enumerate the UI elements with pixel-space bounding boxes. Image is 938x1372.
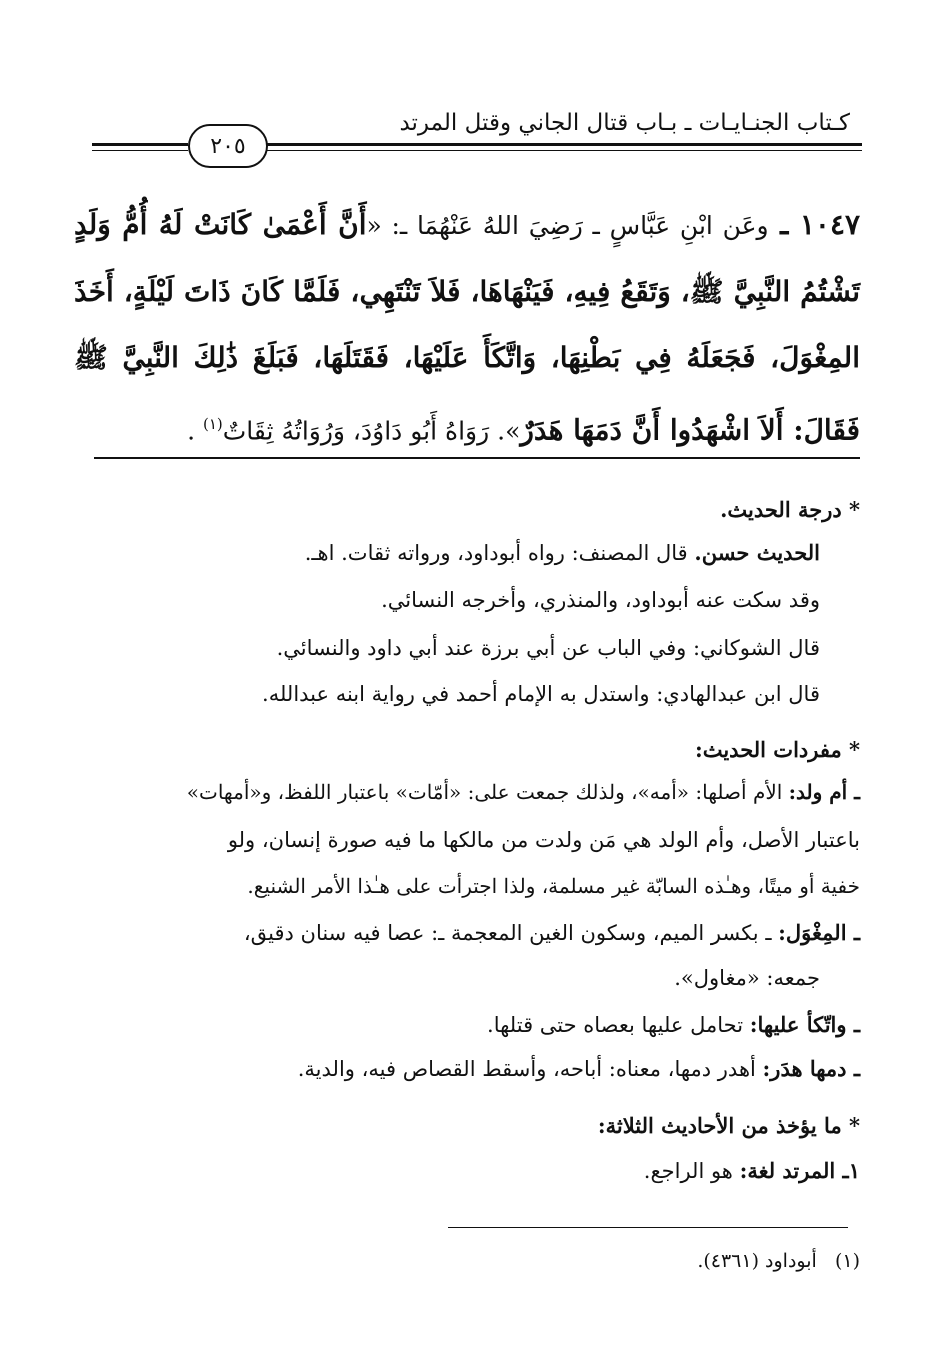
grade-text: قال المصنف: رواه أبوداود، ورواته ثقات. اهـ. xyxy=(304,541,695,565)
hadith-number: ١٠٤٧ ـ xyxy=(780,208,861,241)
grade-line: قال الشوكاني: وفي الباب عن أبي برزة عند أبي داود والنسائي. xyxy=(276,636,820,660)
hadith-text xyxy=(74,192,860,464)
vocab-text: تحامل عليها بعصاه حتى قتلها. xyxy=(487,1013,750,1037)
vocab-line: خفية أو ميتًا، وهـٰذه السابّة غير مسلمة، ولذا اجترأت على هـٰذا الأمر الشنيع. xyxy=(247,874,860,898)
footnote-text: أبوداود (٤٣٦١). xyxy=(697,1250,817,1272)
footnote-marker: (١) xyxy=(202,415,223,433)
vocab-line: جمعه: «مغاول». xyxy=(674,966,820,990)
grade-heading: * درجة الحديث. xyxy=(720,497,860,522)
lessons-text: هو الراجع. xyxy=(643,1159,740,1183)
grade-line: وقد سكت عنه أبوداود، والمنذري، وأخرجه النسائي. xyxy=(381,588,820,612)
page-number: ٢٠٥ xyxy=(188,124,268,168)
vocab-term: ـ المِغْوَل: xyxy=(778,920,860,945)
vocab-line xyxy=(298,1056,860,1081)
hadith-attribution: ». رَوَاهُ أَبُو دَاوُدَ، وَرُوَاتُهُ ثِقَاتٌ xyxy=(222,416,521,446)
grade-line: قال ابن عبدالهادي: واستدل به الإمام أحمد في رواية ابنه عبدالله. xyxy=(262,682,820,706)
vocab-heading: * مفردات الحديث: xyxy=(694,737,860,762)
lessons-line xyxy=(644,1158,860,1183)
header-rule-right xyxy=(264,143,862,146)
grade-line xyxy=(305,540,820,565)
vocab-text: أهدر دمها، معناه: أباحه، وأسقط القصاص فيه، والدية. xyxy=(297,1057,763,1081)
vocab-line: باعتبار الأصل، وأم الولد هي مَن ولدت من مالكها ما فيه صورة إنسان، ولو xyxy=(227,828,860,852)
hadith-intro: وعَن ابْنِ عَبَّاسٍ ـ رَضِيَ اللهُ عَنْهُمَا ـ: « xyxy=(366,211,769,240)
hadith-end: . xyxy=(187,416,203,446)
vocab-line xyxy=(244,920,860,945)
vocab-line xyxy=(187,780,860,804)
header-rule-right-thin xyxy=(264,150,862,151)
vocab-term: ـ واتّكأ عليها: xyxy=(749,1012,860,1037)
running-header: كـتاب الجنـايـات ـ بـاب قتال الجاني وقتل المرتد xyxy=(399,110,850,136)
vocab-line xyxy=(487,1012,860,1037)
section-divider xyxy=(94,457,860,459)
footnote-number: (١) xyxy=(834,1250,860,1272)
vocab-term: ـ أم ولد: xyxy=(788,780,860,804)
vocab-text: ـ بكسر الميم، وسكون الغين المعجمة ـ: عصا فيه سنان دقيق، xyxy=(243,921,779,945)
footnote xyxy=(697,1250,860,1272)
footnote-divider xyxy=(448,1227,848,1228)
vocab-text: الأم أصلها: «أمه»، ولذلك جمعت على: «أمّات» باعتبار اللفظ، و«أمهات» xyxy=(186,780,789,804)
vocab-term: ـ دمها هدَر: xyxy=(762,1056,860,1081)
lessons-heading: * ما يؤخذ من الأحاديث الثلاثة: xyxy=(597,1113,860,1138)
header-rule-left xyxy=(92,143,188,146)
lessons-term: ١ـ المرتد لغة: xyxy=(739,1158,860,1183)
hadith-quote: أَنَّ أَعْمَىٰ كَانَتْ لَهُ أُمُّ وَلَدٍ تَشْتُمُ النَّبِيَّ ﷺ، وَتَقَعُ فِيهِ، فَيَنْهَاهَا، فَلاَ تَنْتَهِي، فَلَمَّا كَانَ ذَاتَ لَيْلَةٍ، أَخَذَ المِغْوَلَ، فَجَعَلَهُ فِي بَطْنِهَا، وَاتَّكَأَ عَلَيْهَا، فَقَتَلَهَا، فَبَلَغَ ذَٰلِكَ النَّبِيَّ ﷺ فَقَالَ: أَلاَ اشْهَدُوا أَنَّ دَمَهَا هَدَرٌ xyxy=(74,208,860,447)
header-rule-left-thin xyxy=(92,150,188,151)
grade-term: الحديث حسن. xyxy=(694,540,820,565)
